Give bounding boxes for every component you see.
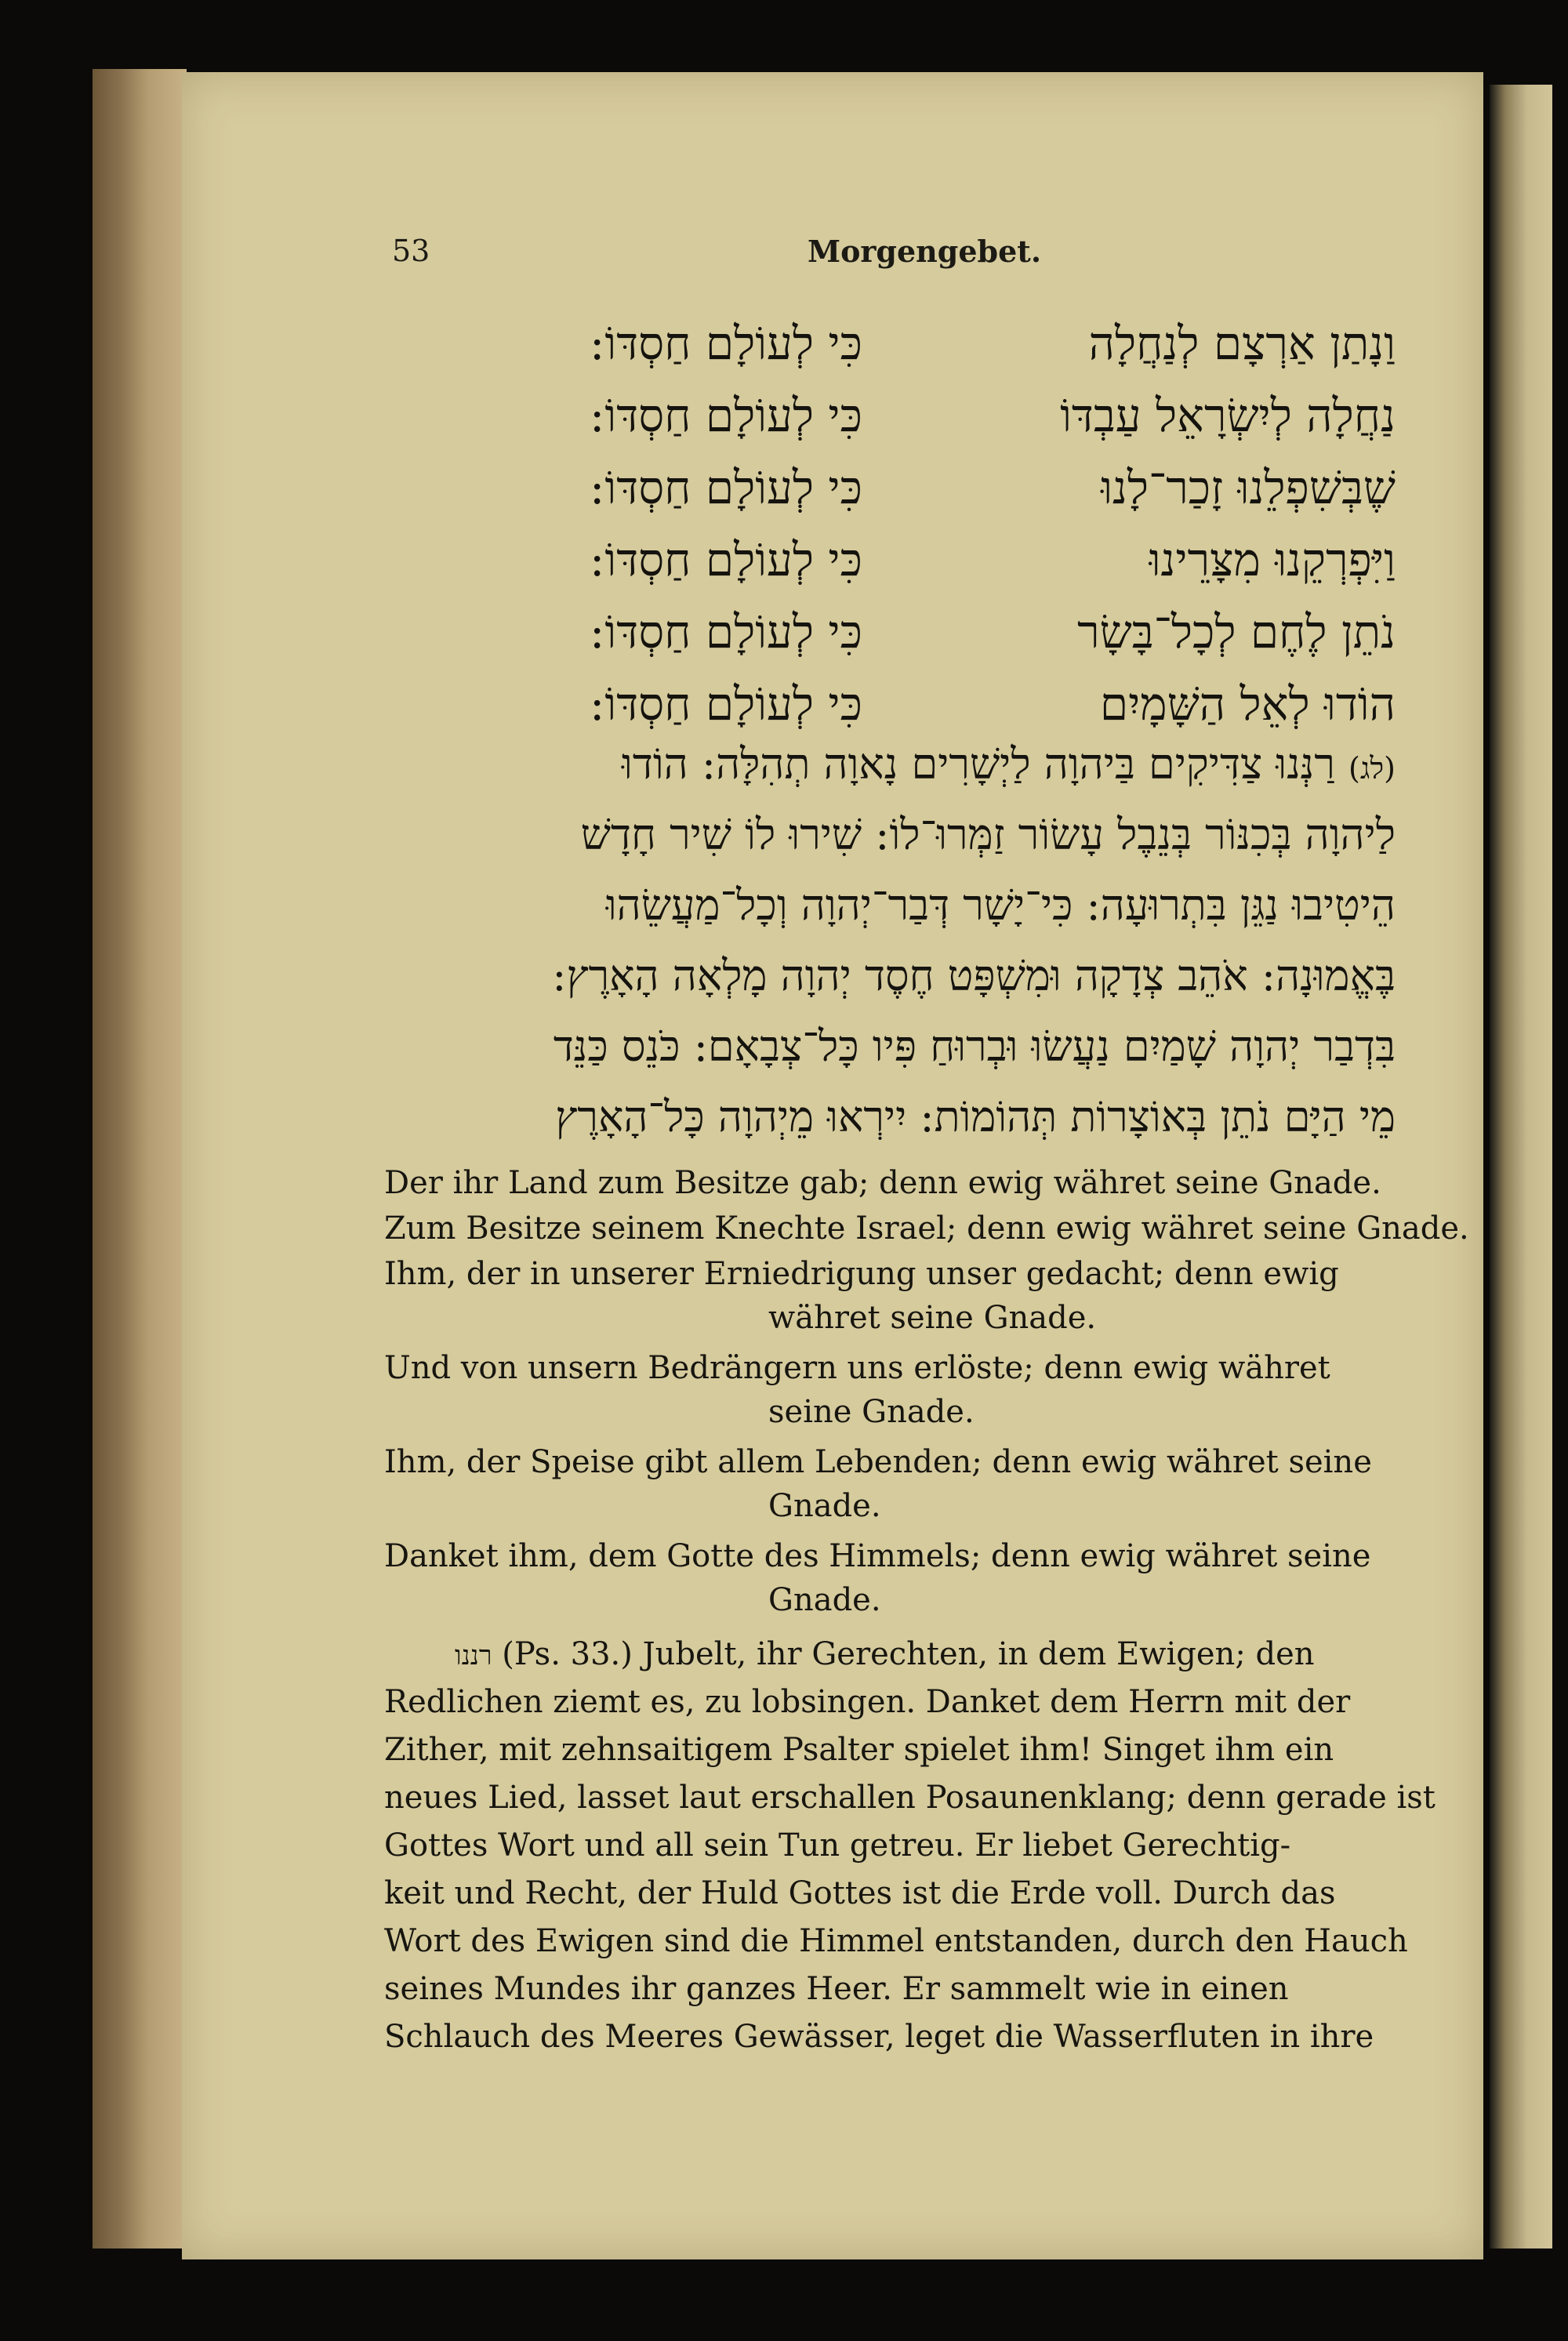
german-psalm-line: Gottes Wort und all sein Tun getreu. Er liebet Gerechtig-: [384, 1827, 1291, 1864]
psalm-label: (לג): [1348, 751, 1396, 786]
hebrew-verse-row: [392, 456, 1396, 528]
german-psalm-line: keit und Recht, der Huld Gottes ist die Erde voll. Durch das: [384, 1875, 1336, 1911]
hebrew-refrain: כִּי לְעוֹלָם חַסְדּוֹ:: [589, 461, 862, 514]
hebrew-psalm-line: בִּדְבַר יְהוָה שָׁמַיִם נַעֲשׂוּ וּבְרוּחַ פִּיו כָּל־צְבָאָם: כֹּנֵס כַּנֵּד: [553, 1022, 1396, 1071]
german-psalm-line: Zither, mit zehnsaitigem Psalter spielet ihm! Singet ihm ein: [384, 1732, 1334, 1768]
german-psalm-line: Schlauch des Meeres Gewässer, leget die Wasserfluten in ihre: [384, 2019, 1374, 2055]
hebrew-verse-text: הוֹדוּ לְאֵל הַשָּׁמָיִם: [1099, 677, 1396, 731]
hebrew-refrain: כִּי לְעוֹלָם חַסְדּוֹ:: [589, 677, 862, 731]
german-psalm-text: Jubelt, ihr Gerechten, in dem Ewigen; den: [642, 1636, 1315, 1672]
psalm-reference: (Ps. 33.): [502, 1636, 633, 1672]
german-verse-continuation: Gnade.: [768, 1582, 881, 1618]
german-psalm-line: [384, 1631, 1396, 1679]
german-psalm-line: Redlichen ziemt es, zu lobsingen. Danket dem Herrn mit der: [384, 1684, 1351, 1720]
hebrew-verse-text: נֹתֵן לֶחֶם לְכָל־בָּשָׂר: [1077, 605, 1396, 659]
hebrew-verse-block: [392, 312, 1396, 745]
german-verse-line: Zum Besitze seinem Knechte Israel; denn ewig währet seine Gnade.: [384, 1210, 1469, 1247]
hebrew-refrain: כִּי לְעוֹלָם חַסְדּוֹ:: [589, 389, 862, 442]
german-translation: [384, 1160, 1469, 2055]
page-title: Morgengebet.: [808, 234, 1042, 269]
german-psalm-line: seines Mundes ihr ganzes Heer. Er sammelt wie in einen: [384, 1971, 1289, 2007]
hebrew-marker: רננו: [455, 1640, 492, 1671]
hebrew-refrain: כִּי לְעוֹלָם חַסְדּוֹ:: [589, 317, 862, 370]
german-verse-line: Und von unsern Bedrängern uns erlöste; denn ewig währet: [384, 1350, 1330, 1386]
german-verse-line: Danket ihm, dem Gotte des Himmels; denn ewig währet seine: [384, 1538, 1371, 1574]
german-verse-continuation: seine Gnade.: [768, 1394, 975, 1430]
hebrew-verse-text: וַיִּפְרְקֵנוּ מִצָּרֵינוּ: [1149, 533, 1396, 586]
hebrew-verse-row: [392, 312, 1396, 384]
hebrew-refrain: כִּי לְעוֹלָם חַסְדּוֹ:: [589, 533, 862, 586]
german-psalm-line: Wort des Ewigen sind die Himmel entstanden, durch den Hauch: [384, 1923, 1408, 1959]
hebrew-verse-text: וַנָתַן אַרְצָם לְנַחֲלָה: [1088, 317, 1396, 370]
hebrew-verse-text: שֶׁבְּשִׁפְלֵנוּ זָכַר־לָנוּ: [1101, 461, 1396, 514]
running-head: [392, 234, 1458, 281]
german-verse-continuation: Gnade.: [768, 1488, 881, 1524]
hebrew-psalm-line: [376, 729, 1396, 800]
hebrew-verse-row: [392, 601, 1396, 673]
hebrew-verse-row: [392, 528, 1396, 601]
hebrew-psalm-line: בֶּאֱמוּנָה: אֹהֵב צְדָקָה וּמִשְׁפָּט חֶסֶד יְהוָה מָלְאָה הָאָרֶץ:: [552, 951, 1396, 1000]
hebrew-psalm-line: הֵיטִיבוּ נַגֵּן בִּתְרוּעָה: כִּי־יָשָׁר דְּבַר־יְהוָה וְכָל־מַעֲשֵׂהוּ: [605, 880, 1396, 930]
german-verse-line: Ihm, der Speise gibt allem Lebenden; denn ewig währet seine: [384, 1444, 1372, 1480]
facing-page-edge: [1490, 85, 1552, 2248]
german-verse-line: Der ihr Land zum Besitze gab; denn ewig währet seine Gnade.: [384, 1165, 1381, 1201]
page-edge-stack: [93, 69, 187, 2248]
hebrew-psalm-line: לַיהוָה בְּכִנּוֹר בְּנֵבֶל עָשׂוֹר זַמְּרוּ־לוֹ: שִׁירוּ לוֹ שִׁיר חָדָשׁ: [580, 810, 1396, 859]
hebrew-verse-row: [392, 384, 1396, 456]
page-number: 53: [392, 234, 430, 268]
hebrew-psalm-33: [376, 729, 1396, 1152]
hebrew-psalm-line: מֵי הַיָּם נֹתֵן בְּאוֹצָרוֹת תְּהוֹמוֹת: יִירְאוּ מֵיְהוָה כָּל־הָאָרֶץ: [555, 1092, 1396, 1141]
hebrew-psalm-text: רַנְּנוּ צַדִּיקִים בַּיהוָה לַיְשָׁרִים נָאוָה תְהִלָּה: הוֹדוּ: [622, 739, 1335, 789]
hebrew-verse-text: נַחֲלָה לְיִשְׂרָאֵל עַבְדּוֹ: [1060, 389, 1396, 442]
german-verse-continuation: währet seine Gnade.: [768, 1300, 1097, 1336]
german-verse-line: Ihm, der in unserer Erniedrigung unser gedacht; denn ewig: [384, 1256, 1339, 1292]
german-psalm-line: neues Lied, lasset laut erschallen Posaunenklang; denn gerade ist: [384, 1780, 1436, 1816]
hebrew-refrain: כִּי לְעוֹלָם חַסְדּוֹ:: [589, 605, 862, 659]
german-psalm-paragraph: [384, 1631, 1436, 2061]
